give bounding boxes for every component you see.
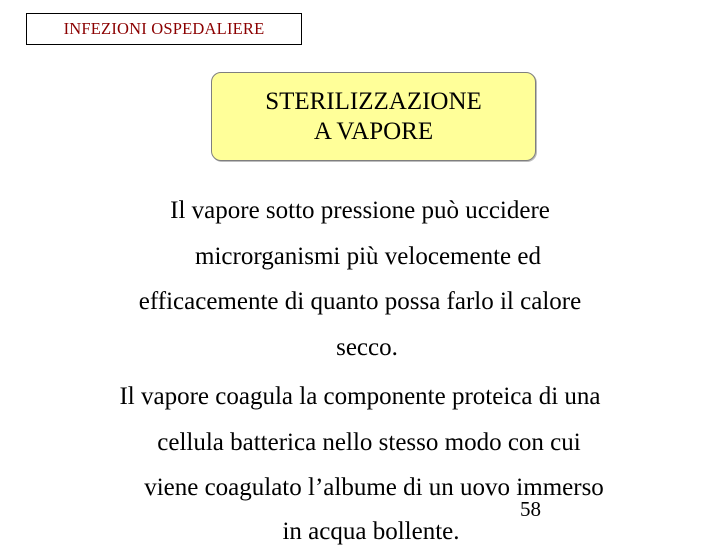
- slide-title-box: [211, 72, 536, 161]
- paragraph-2-line-1: Il vapore coagula la componente proteica di una: [119, 383, 601, 410]
- paragraph-1-emphasis: vapore sotto pressione: [191, 197, 416, 224]
- paragraph-2-line-3: viene coagulato l’albume di un uovo immerso: [144, 474, 604, 501]
- header-label-box: [26, 13, 302, 45]
- slide-title-line-2: A VAPORE: [313, 117, 434, 145]
- header-label: INFEZIONI OSPEDALIERE: [63, 19, 265, 38]
- paragraph-1-line-3: efficacemente di quanto possa farlo il calore: [138, 288, 582, 315]
- paragraph-1-line-4: secco.: [336, 334, 398, 361]
- page-number: 58: [520, 497, 541, 521]
- paragraph-2-line-2: cellula batterica nello stesso modo con cui: [157, 429, 581, 456]
- slide-title-line-1: STERILIZZAZIONE: [265, 87, 482, 115]
- paragraph-2-line-4: in acqua bollente.: [282, 518, 460, 545]
- paragraph-1-line-1-post: può uccidere: [415, 197, 550, 224]
- paragraph-1-line-1-pre: Il: [170, 197, 192, 224]
- paragraph-1-line-2: microrganismi più velocemente ed: [195, 243, 541, 270]
- paragraph-1-line-1: [0, 196, 720, 226]
